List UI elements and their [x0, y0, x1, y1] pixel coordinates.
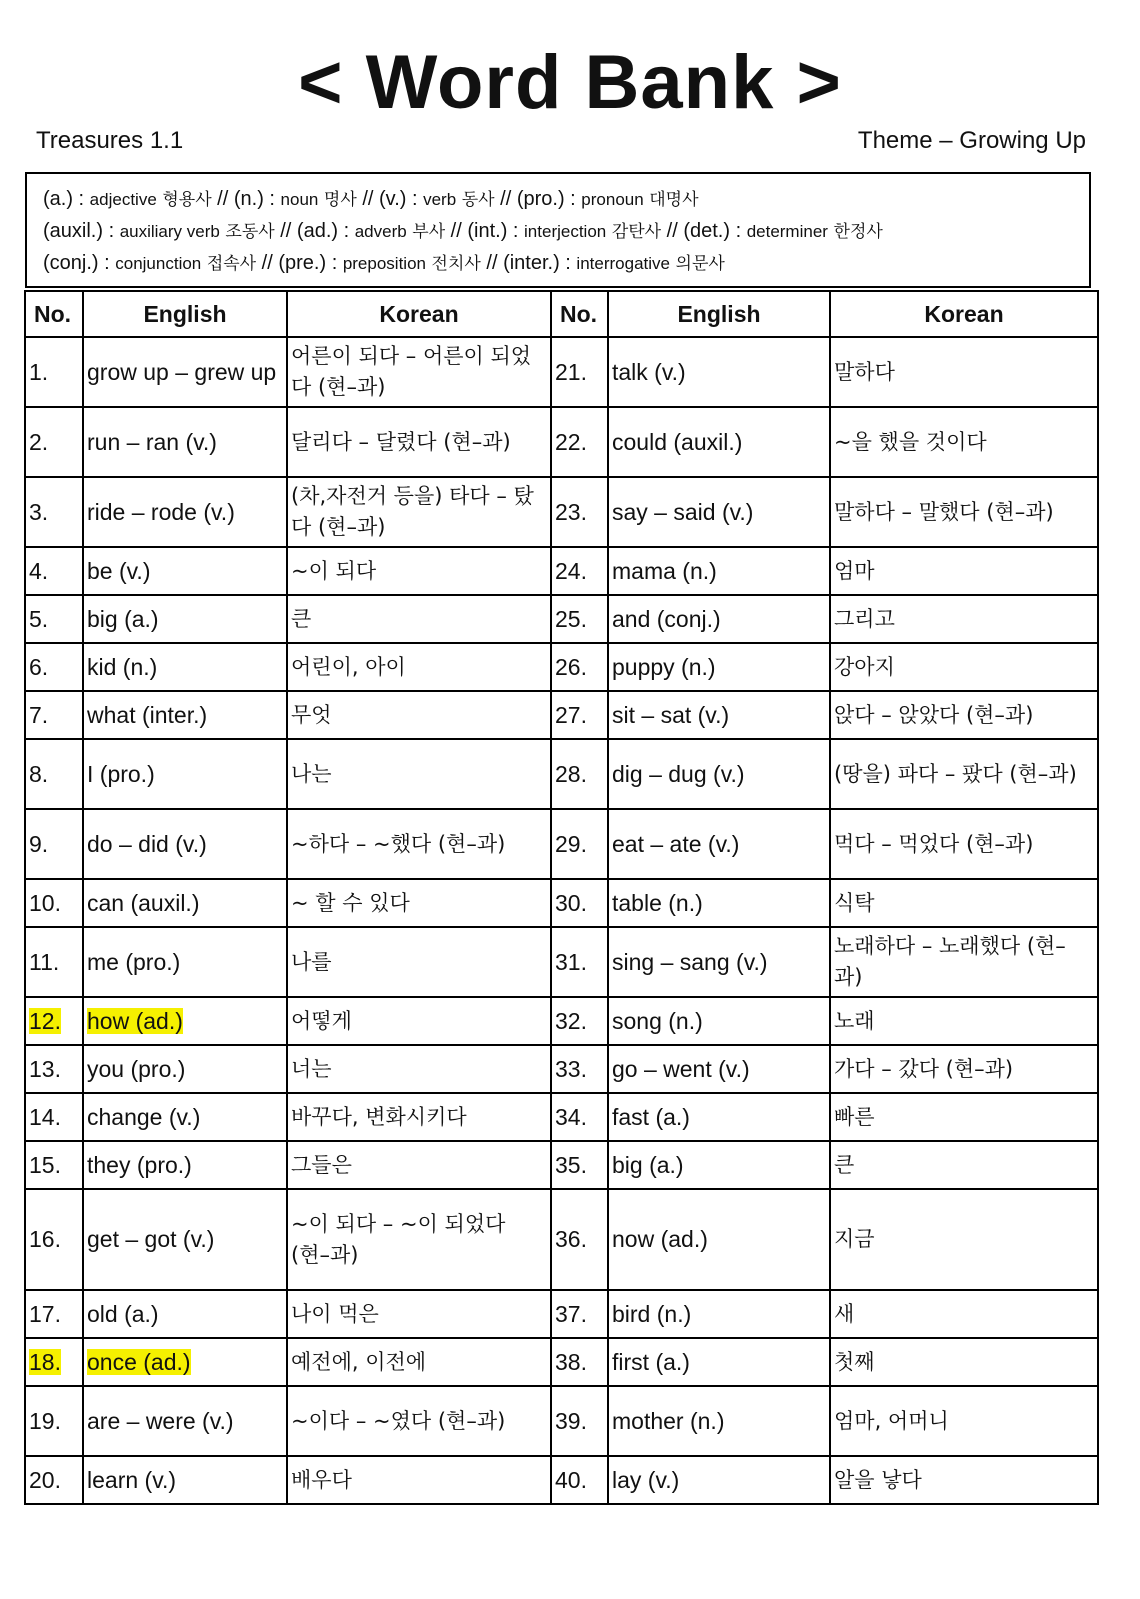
legend-separator: // — [274, 220, 297, 242]
word-number: 13. — [25, 1045, 83, 1093]
word-english: what (inter.) — [83, 691, 287, 739]
legend-abbr: (auxil.) — [43, 220, 104, 242]
table-row — [25, 997, 1098, 1045]
word-number: 2. — [25, 407, 83, 477]
legend-korean: 전치사 — [431, 254, 481, 274]
word-english: me (pro.) — [83, 927, 287, 997]
legend-english: conjunction — [115, 254, 202, 273]
table-row — [25, 477, 1098, 547]
word-number: 20. — [25, 1456, 83, 1504]
word-number: 14. — [25, 1093, 83, 1141]
word-korean: 어떻게 — [287, 997, 551, 1045]
table-row — [25, 1338, 1098, 1386]
word-korean: 그리고 — [830, 595, 1098, 643]
legend-abbr: (conj.) — [43, 252, 99, 274]
word-english: get – got (v.) — [83, 1189, 287, 1290]
word-korean: (차,자전거 등을) 타다 – 탔다 (현–과) — [287, 477, 551, 547]
legend-separator: // — [480, 252, 504, 274]
legend-korean: 동사 — [461, 190, 495, 210]
legend-english: auxiliary verb — [119, 222, 220, 241]
word-number: 30. — [551, 879, 608, 927]
word-korean: 노래 — [830, 997, 1098, 1045]
word-number — [25, 1338, 83, 1386]
word-korean: 달리다 – 달렸다 (현–과) — [287, 407, 551, 477]
word-korean: 지금 — [830, 1189, 1098, 1290]
word-number: 36. — [551, 1189, 608, 1290]
word-korean: 무엇 — [287, 691, 551, 739]
word-number: 11. — [25, 927, 83, 997]
legend-korean: 대명사 — [649, 190, 699, 210]
word-korean: 말하다 – 말했다 (현–과) — [830, 477, 1098, 547]
word-rows — [25, 337, 1098, 1504]
word-korean: 가다 – 갔다 (현–과) — [830, 1045, 1098, 1093]
word-korean: 빠른 — [830, 1093, 1098, 1141]
table-row — [25, 595, 1098, 643]
word-number: 6. — [25, 643, 83, 691]
legend-korean: 조동사 — [225, 222, 275, 242]
legend-english: adverb — [354, 222, 407, 241]
word-korean: 너는 — [287, 1045, 551, 1093]
word-english: table (n.) — [608, 879, 830, 927]
legend-abbr: (ad.) — [296, 220, 339, 242]
word-korean: 엄마, 어머니 — [830, 1386, 1098, 1456]
legend-colon: : — [98, 252, 116, 274]
word-number: 7. — [25, 691, 83, 739]
word-english: first (a.) — [608, 1338, 830, 1386]
table-row — [25, 547, 1098, 595]
word-korean: 나는 — [287, 739, 551, 809]
word-number: 23. — [551, 477, 608, 547]
word-korean: 엄마 — [830, 547, 1098, 595]
word-english: big (a.) — [83, 595, 287, 643]
word-english — [83, 997, 287, 1045]
legend-abbr: (pro.) — [516, 188, 565, 210]
table-row — [25, 691, 1098, 739]
word-korean: 강아지 — [830, 643, 1098, 691]
legend-colon: : — [263, 188, 281, 210]
legend-colon: : — [730, 220, 747, 242]
legend-separator: // — [256, 252, 279, 274]
table-row — [25, 739, 1098, 809]
series-label: Treasures 1.1 — [36, 127, 184, 154]
word-number: 38. — [551, 1338, 608, 1386]
word-korean: ~이 되다 — [287, 547, 551, 595]
word-english: old (a.) — [83, 1290, 287, 1338]
column-header-korean-right: Korean — [830, 291, 1098, 337]
table-row — [25, 1386, 1098, 1456]
legend-separator: // — [661, 220, 684, 242]
word-korean: 예전에, 이전에 — [287, 1338, 551, 1386]
word-korean: (땅을) 파다 – 팠다 (현–과) — [830, 739, 1098, 809]
page-title: < Word Bank > — [298, 40, 842, 125]
word-number: 37. — [551, 1290, 608, 1338]
legend-english: adjective — [89, 190, 157, 209]
word-number: 35. — [551, 1141, 608, 1189]
table-row — [25, 809, 1098, 879]
word-korean: 그들은 — [287, 1141, 551, 1189]
word-korean: ~을 했을 것이다 — [830, 407, 1098, 477]
word-english: I (pro.) — [83, 739, 287, 809]
word-english: learn (v.) — [83, 1456, 287, 1504]
word-number: 32. — [551, 997, 608, 1045]
table-row — [25, 1045, 1098, 1093]
legend-abbr: (pre.) — [278, 252, 327, 274]
legend-colon: : — [326, 252, 343, 274]
word-number: 4. — [25, 547, 83, 595]
table-row — [25, 407, 1098, 477]
word-english: do – did (v.) — [83, 809, 287, 879]
table-row — [25, 927, 1098, 997]
word-english: you (pro.) — [83, 1045, 287, 1093]
legend-abbr: (det.) — [683, 220, 731, 242]
table-row — [25, 1456, 1098, 1504]
legend-abbr: (a.) — [43, 188, 73, 210]
table-row — [25, 879, 1098, 927]
word-number: 31. — [551, 927, 608, 997]
word-number: 9. — [25, 809, 83, 879]
legend-english: interjection — [524, 222, 607, 241]
word-number: 5. — [25, 595, 83, 643]
word-english: puppy (n.) — [608, 643, 830, 691]
legend-korean: 형용사 — [162, 190, 212, 210]
word-korean: 새 — [830, 1290, 1098, 1338]
word-english: they (pro.) — [83, 1141, 287, 1189]
word-korean: ~이다 – ~였다 (현–과) — [287, 1386, 551, 1456]
word-number: 10. — [25, 879, 83, 927]
legend-korean: 의문사 — [675, 254, 725, 274]
legend-english: preposition — [342, 254, 426, 273]
legend-colon: : — [406, 188, 424, 210]
legend-line-3 — [43, 248, 1073, 280]
table-row — [25, 337, 1098, 407]
word-korean: 큰 — [287, 595, 551, 643]
table-row — [25, 643, 1098, 691]
word-english — [83, 1338, 287, 1386]
word-number: 1. — [25, 337, 83, 407]
legend-english: interrogative — [576, 254, 670, 273]
word-number: 33. — [551, 1045, 608, 1093]
column-header-no-right: No. — [551, 291, 608, 337]
word-number — [25, 997, 83, 1045]
word-korean: 식탁 — [830, 879, 1098, 927]
legend-abbr: (v.) — [379, 188, 407, 210]
word-english: say – said (v.) — [608, 477, 830, 547]
legend-abbr: (int.) — [467, 220, 508, 242]
word-english: be (v.) — [83, 547, 287, 595]
highlighted-text: once (ad.) — [87, 1348, 191, 1375]
word-korean: ~이 되다 – ~이 되었다 (현–과) — [287, 1189, 551, 1290]
legend-line-1 — [43, 184, 1073, 216]
word-number: 22. — [551, 407, 608, 477]
highlighted-text: 18. — [29, 1348, 61, 1375]
legend-colon: : — [103, 220, 120, 242]
word-number: 3. — [25, 477, 83, 547]
legend-korean: 한정사 — [833, 222, 883, 242]
legend-separator: // — [445, 220, 468, 242]
word-number: 8. — [25, 739, 83, 809]
highlighted-text: how (ad.) — [87, 1007, 183, 1034]
legend-colon: : — [338, 220, 355, 242]
word-korean: 나를 — [287, 927, 551, 997]
word-number: 17. — [25, 1290, 83, 1338]
column-header-no-left: No. — [25, 291, 83, 337]
column-header-english-right: English — [608, 291, 830, 337]
word-korean: 어른이 되다 – 어른이 되었다 (현–과) — [287, 337, 551, 407]
word-number: 34. — [551, 1093, 608, 1141]
word-english: mother (n.) — [608, 1386, 830, 1456]
word-number: 15. — [25, 1141, 83, 1189]
legend-english: verb — [423, 190, 457, 209]
word-english: big (a.) — [608, 1141, 830, 1189]
column-header-english-left: English — [83, 291, 287, 337]
word-number: 39. — [551, 1386, 608, 1456]
word-english: can (auxil.) — [83, 879, 287, 927]
word-number: 28. — [551, 739, 608, 809]
highlighted-text: 12. — [29, 1007, 61, 1034]
table-header-row — [25, 291, 1098, 337]
word-english: kid (n.) — [83, 643, 287, 691]
column-header-korean-left: Korean — [287, 291, 551, 337]
word-korean: 노래하다 – 노래했다 (현–과) — [830, 927, 1098, 997]
word-korean: ~하다 – ~했다 (현–과) — [287, 809, 551, 879]
word-english: and (conj.) — [608, 595, 830, 643]
legend-korean: 명사 — [323, 190, 357, 210]
word-english: are – were (v.) — [83, 1386, 287, 1456]
word-english: dig – dug (v.) — [608, 739, 830, 809]
word-korean: 큰 — [830, 1141, 1098, 1189]
word-korean: 바꾸다, 변화시키다 — [287, 1093, 551, 1141]
word-korean: 배우다 — [287, 1456, 551, 1504]
word-korean: ~ 할 수 있다 — [287, 879, 551, 927]
legend-separator: // — [494, 188, 517, 210]
word-english: bird (n.) — [608, 1290, 830, 1338]
word-number: 21. — [551, 337, 608, 407]
word-english: lay (v.) — [608, 1456, 830, 1504]
word-table — [24, 290, 1099, 1505]
word-english: fast (a.) — [608, 1093, 830, 1141]
word-korean: 나이 먹은 — [287, 1290, 551, 1338]
legend-separator: // — [356, 188, 380, 210]
legend-colon: : — [559, 252, 577, 274]
table-row — [25, 1189, 1098, 1290]
word-english: talk (v.) — [608, 337, 830, 407]
word-english: go – went (v.) — [608, 1045, 830, 1093]
table-row — [25, 1093, 1098, 1141]
word-english: grow up – grew up — [83, 337, 287, 407]
word-korean: 먹다 – 먹었다 (현–과) — [830, 809, 1098, 879]
word-number: 25. — [551, 595, 608, 643]
word-korean: 앉다 – 앉았다 (현–과) — [830, 691, 1098, 739]
word-english: run – ran (v.) — [83, 407, 287, 477]
legend-abbr: (inter.) — [503, 252, 560, 274]
legend-colon: : — [564, 188, 582, 210]
word-korean: 알을 낳다 — [830, 1456, 1098, 1504]
legend-colon: : — [73, 188, 90, 210]
legend-line-2 — [43, 216, 1073, 248]
legend-colon: : — [507, 220, 525, 242]
legend-korean: 부사 — [412, 222, 446, 242]
legend-korean: 접속사 — [206, 254, 257, 274]
word-number: 19. — [25, 1386, 83, 1456]
legend-english: determiner — [746, 222, 828, 241]
legend-abbr: (n.) — [233, 188, 264, 210]
word-number: 24. — [551, 547, 608, 595]
table-row — [25, 1290, 1098, 1338]
word-english: song (n.) — [608, 997, 830, 1045]
word-english: could (auxil.) — [608, 407, 830, 477]
legend-separator: // — [211, 188, 234, 210]
word-number: 16. — [25, 1189, 83, 1290]
word-english: mama (n.) — [608, 547, 830, 595]
word-number: 27. — [551, 691, 608, 739]
word-number: 26. — [551, 643, 608, 691]
theme-label: Theme – Growing Up — [857, 127, 1086, 154]
word-english: change (v.) — [83, 1093, 287, 1141]
word-korean: 첫째 — [830, 1338, 1098, 1386]
abbreviation-legend — [25, 172, 1091, 288]
word-english: ride – rode (v.) — [83, 477, 287, 547]
table-row — [25, 1141, 1098, 1189]
legend-english: noun — [280, 190, 319, 209]
legend-korean: 감탄사 — [611, 222, 662, 242]
word-number: 29. — [551, 809, 608, 879]
word-english: sit – sat (v.) — [608, 691, 830, 739]
legend-english: pronoun — [581, 190, 644, 209]
word-korean: 말하다 — [830, 337, 1098, 407]
word-number: 40. — [551, 1456, 608, 1504]
word-korean: 어린이, 아이 — [287, 643, 551, 691]
word-english: sing – sang (v.) — [608, 927, 830, 997]
word-english: eat – ate (v.) — [608, 809, 830, 879]
word-english: now (ad.) — [608, 1189, 830, 1290]
